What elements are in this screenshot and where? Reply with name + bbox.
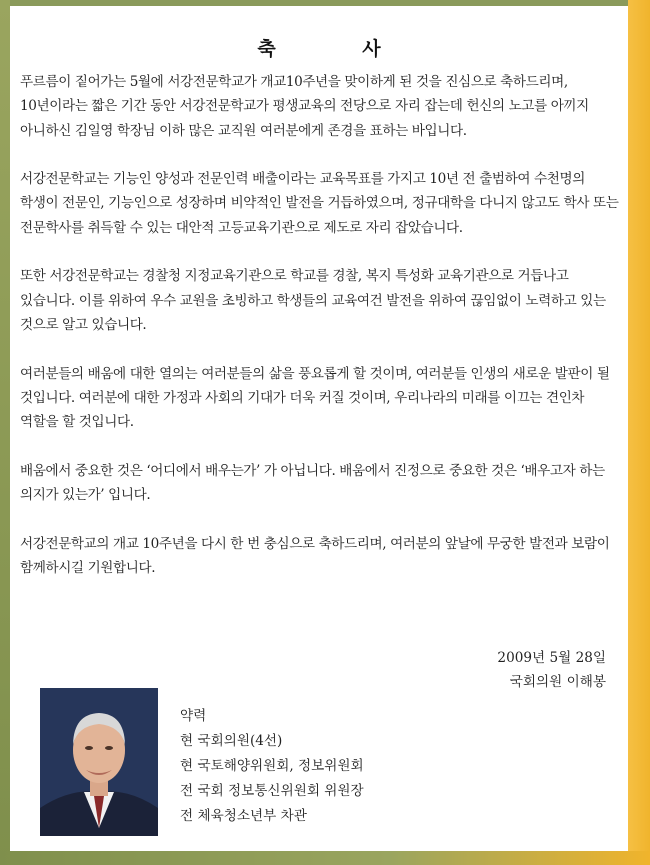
career-item: 전 체육청소년부 차관 [180,808,307,824]
letter-date: 2009년 5월 28일 [497,650,606,666]
paragraph-2: 서강전문학교는 기능인 양성과 전문인력 배출이라는 교육목표를 가지고 10년 전 출범하여 수천명의 학생이 전문인, 기능인으로 성장하며 비약적인 발전을 거듭하였으며, 정규대학을 다니지 않고도 학사 또는 전문학사를 취득할 수 있는 대안적 고등교육기관으로 제도로 자리 잡았습니다. [20,171,619,236]
career-item: 현 국회의원(4선) [180,733,283,749]
career-item: 현 국토해양위원회, 정보위원회 [180,758,364,774]
paragraph-4: 여러분들의 배움에 대한 열의는 여러분들의 삶을 풍요롭게 할 것이며, 여러분들 인생의 새로운 발판이 될 것입니다. 여러분에 대한 가정과 사회의 기대가 더욱 커질 것이며, 우리나라의 미래를 이끄는 견인차 역할을 할 것입니다. [20,365,610,431]
signer-name: 국회의원 이해봉 [509,674,606,690]
left-border [0,0,10,865]
letter-page [10,6,628,851]
career-list [180,704,364,829]
signature-block [497,646,606,694]
paragraph-1: 푸르름이 짙어가는 5월에 서강전문학교가 개교10주년을 맞이하게 된 것을 진심으로 축하드리며, 10년이라는 짧은 기간 동안 서강전문학교가 평생교육의 전당으로 자리 잡는데 헌신의 노고를 아끼지 아니하신 김일영 학장님 이하 많은 교직원 여러분에게 존경을 표하는 바입니다. [20,74,589,139]
career-item: 전 국회 정보통신위원회 위원장 [180,783,364,799]
paragraph-5: 배움에서 중요한 것은 ‘어디에서 배우는가’ 가 아닙니다. 배움에서 진정으로 중요한 것은 ‘배우고자 하는 의지가 있는가’ 입니다. [20,462,605,504]
right-border [628,0,650,865]
paragraph-3: 또한 서강전문학교는 경찰청 지정교육기관으로 학교를 경찰, 복지 특성화 교육기관으로 거듭나고 있습니다. 이를 위하여 우수 교원을 초빙하고 학생들의 교육여건 발전을 위하여 끊임없이 노력하고 있는 것으로 알고 있습니다. [20,268,606,333]
page-title: 축 사 [257,38,421,60]
paragraph-6: 서강전문학교의 개교 10주년을 다시 한 번 충심으로 축하드리며, 여러분의 앞날에 무궁한 발전과 보람이 함께하시길 기원합니다. [20,535,610,576]
portrait-image [40,688,158,836]
career-heading: 약력 [180,708,207,724]
portrait-photo [40,688,158,836]
bottom-border [0,851,650,865]
letter-body [20,70,620,605]
